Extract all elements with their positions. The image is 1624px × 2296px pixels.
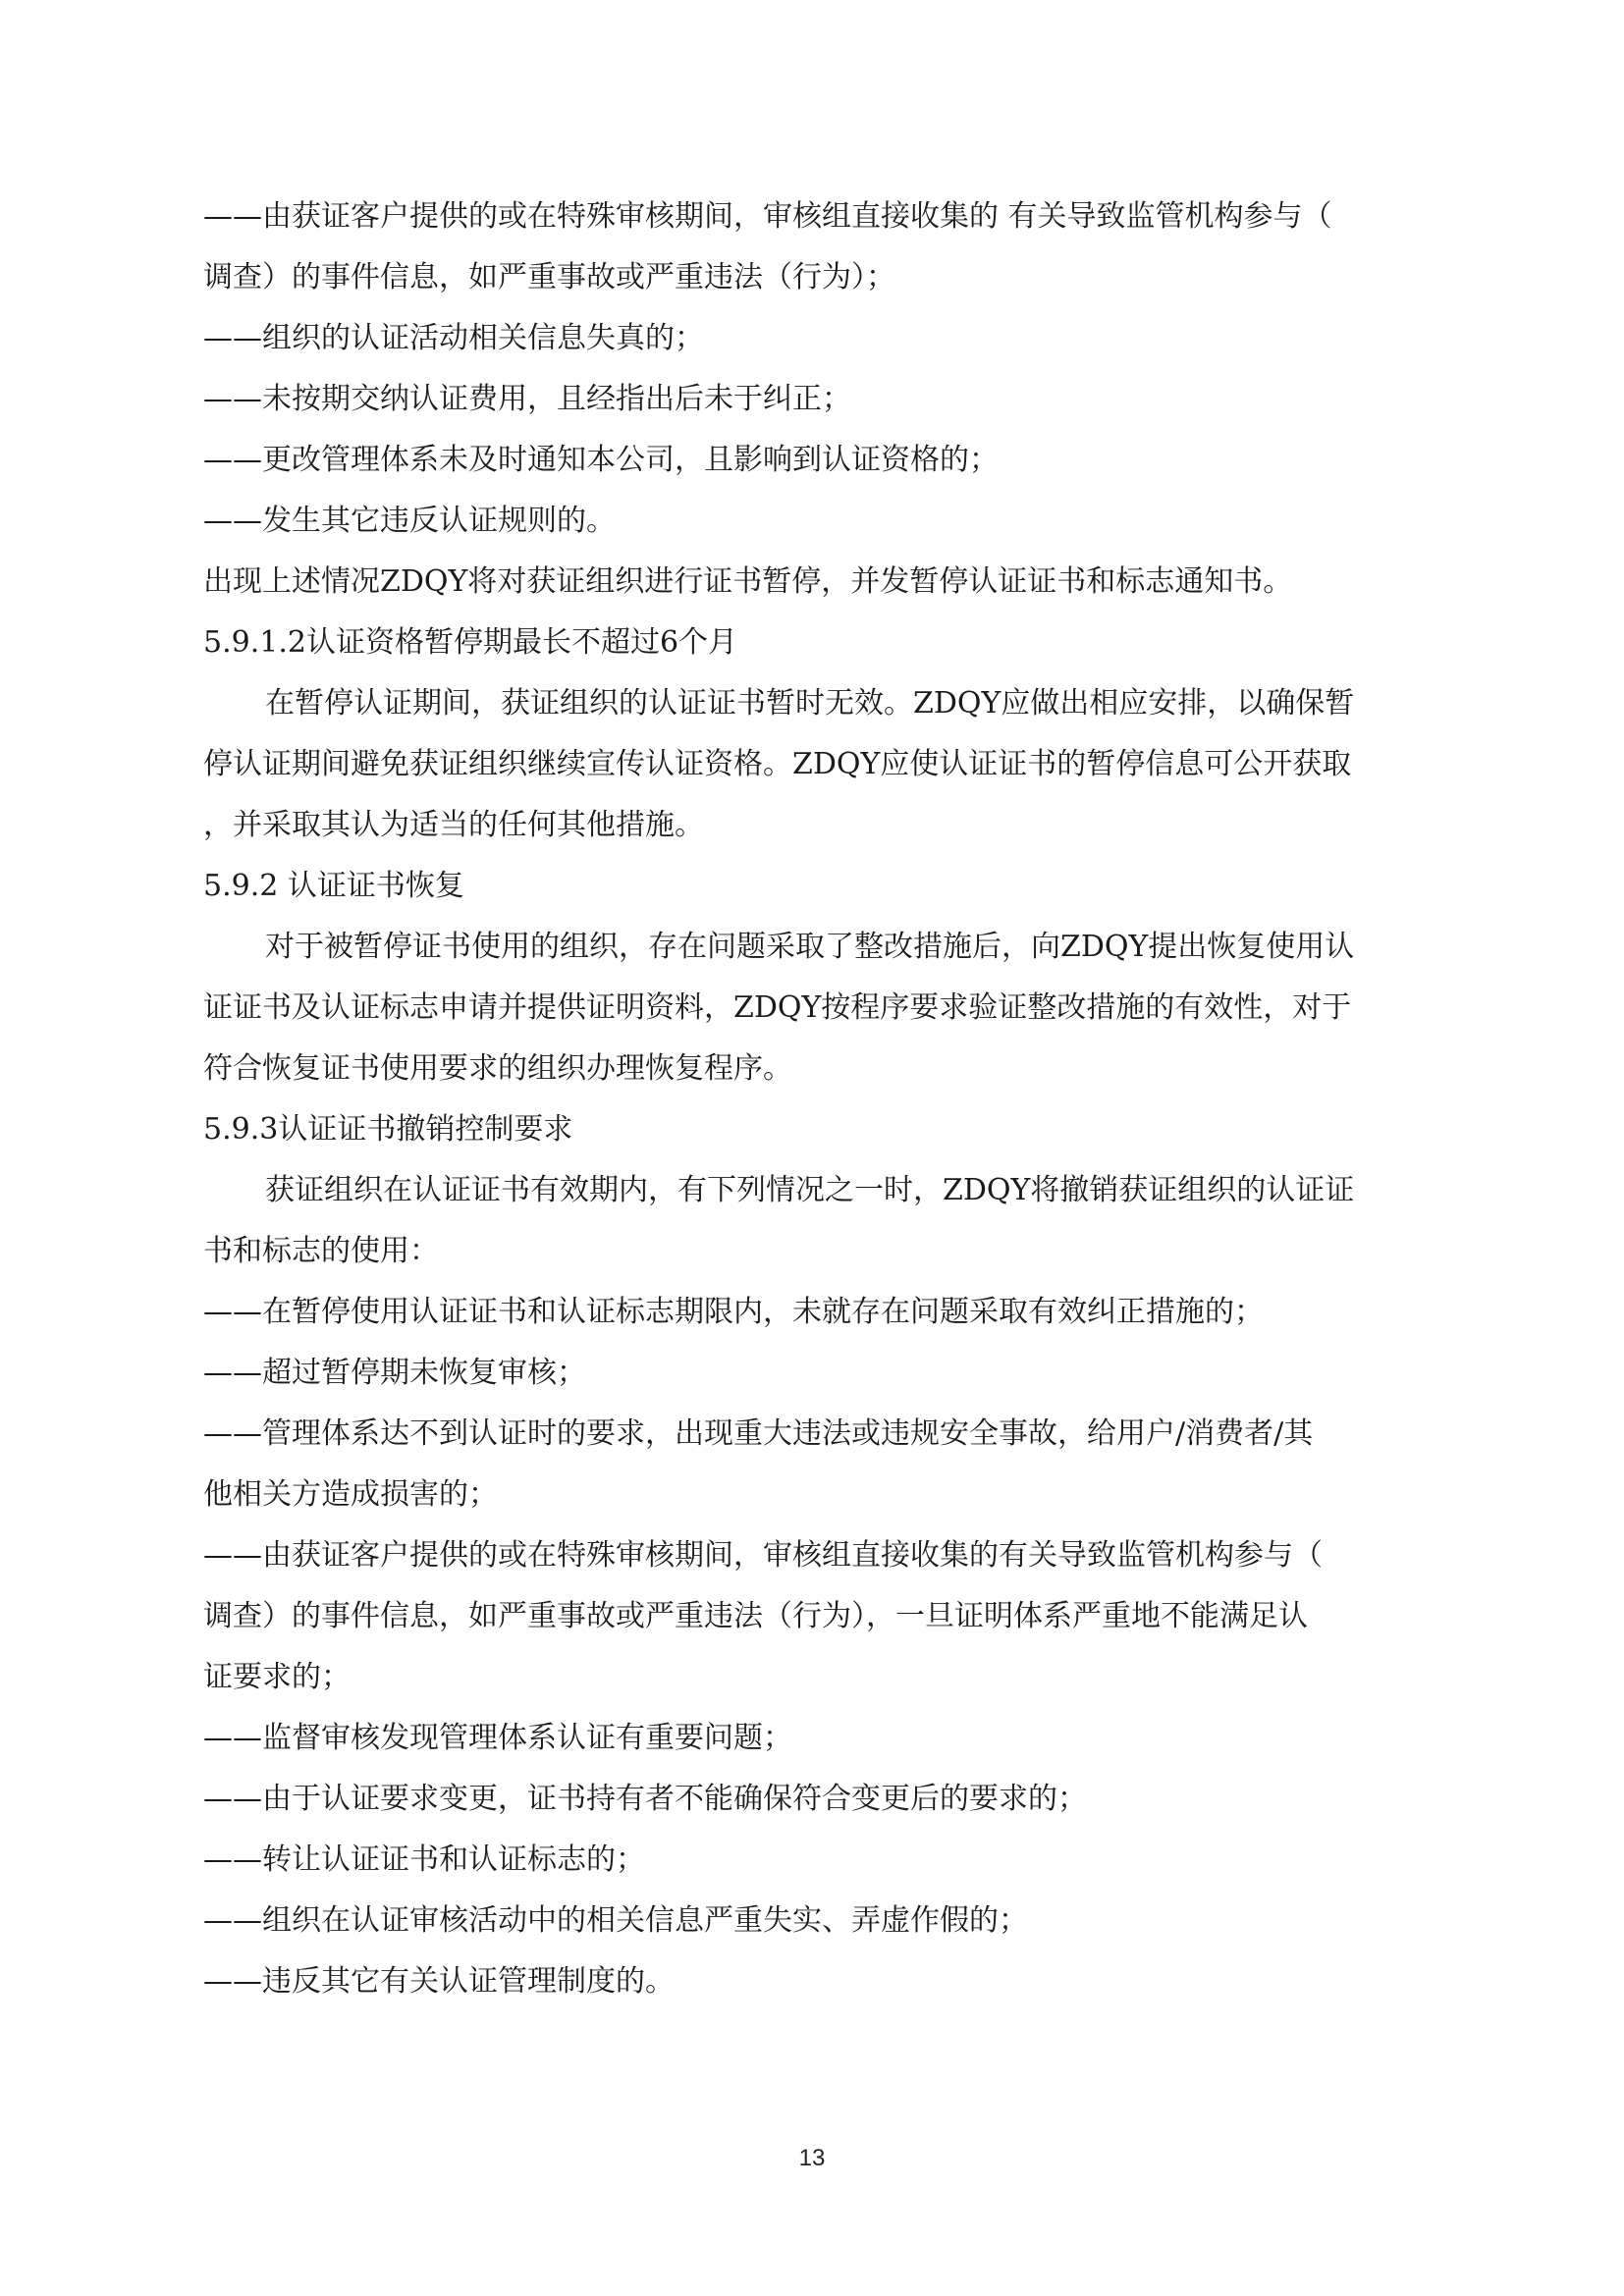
paragraph-line: 证证书及认证标志申请并提供证明资料，ZDQY按程序要求验证整改措施的有效性，对于 [203,990,1352,1025]
text-line: 调查）的事件信息，如严重事故或严重违法（行为）； [203,260,895,294]
section-heading: 5.9.2 认证证书恢复 [203,869,464,903]
paragraph-line: 符合恢复证书使用要求的组织办理恢复程序。 [203,1051,792,1086]
list-item: ——组织的认证活动相关信息失真的； [203,321,704,355]
section-heading: 5.9.1.2认证资格暂停期最长不超过6个月 [203,625,738,660]
list-item: ——监督审核发现管理体系认证有重要问题； [203,1721,792,1755]
text-line: ——由获证客户提供的或在特殊审核期间，审核组直接收集的 有关导致监管机构参与（ [203,199,1332,234]
list-item-continuation: 调查）的事件信息，如严重事故或严重违法（行为），一旦证明体系严重地不能满足认 [203,1599,1308,1633]
list-item: ——管理体系达不到认证时的要求，出现重大违法或违规安全事故，给用户/消费者/其 [203,1416,1314,1451]
list-item: ——违反其它有关认证管理制度的。 [203,1964,675,1999]
document-body [203,187,1470,2012]
list-item: ——由于认证要求变更，证书持有者不能确保符合变更后的要求的； [203,1782,1087,1816]
list-item: ——超过暂停期未恢复审核； [203,1356,586,1390]
list-item: ——在暂停使用认证证书和认证标志期限内，未就存在问题采取有效纠正措施的； [203,1295,1264,1329]
paragraph-line: 出现上述情况ZDQY将对获证组织进行证书暂停，并发暂停认证证书和标志通知书。 [203,564,1293,599]
list-item: ——组织在认证审核活动中的相关信息严重失实、弄虚作假的； [203,1903,1028,1938]
list-item: ——更改管理体系未及时通知本公司，且影响到认证资格的； [203,443,999,477]
page-number: 13 [798,2145,826,2171]
list-item: ——发生其它违反认证规则的。 [203,504,616,538]
list-item: ——未按期交纳认证费用，且经指出后未于纠正； [203,382,851,416]
paragraph-line: 书和标志的使用： [203,1234,439,1268]
list-item-continuation: 他相关方造成损害的； [203,1477,498,1512]
list-item: ——转让认证证书和认证标志的； [203,1842,645,1877]
list-item-continuation: 证要求的； [203,1660,351,1694]
list-item: ——由获证客户提供的或在特殊审核期间，审核组直接收集的有关导致监管机构参与（ [203,1538,1323,1573]
paragraph-line: 在暂停认证期间，获证组织的认证证书暂时无效。ZDQY应做出相应安排，以确保暂 [265,686,1355,721]
paragraph-line: 对于被暂停证书使用的组织，存在问题采取了整改措施后，向ZDQY提出恢复使用认 [265,930,1355,964]
section-heading: 5.9.3认证证书撤销控制要求 [203,1112,573,1147]
paragraph-line: 获证组织在认证证书有效期内，有下列情况之一时，ZDQY将撤销获证组织的认证证 [265,1173,1355,1207]
paragraph-line: ，并采取其认为适当的任何其他措施。 [203,808,704,842]
paragraph-line: 停认证期间避免获证组织继续宣传认证资格。ZDQY应使认证证书的暂停信息可公开获取 [203,747,1352,781]
